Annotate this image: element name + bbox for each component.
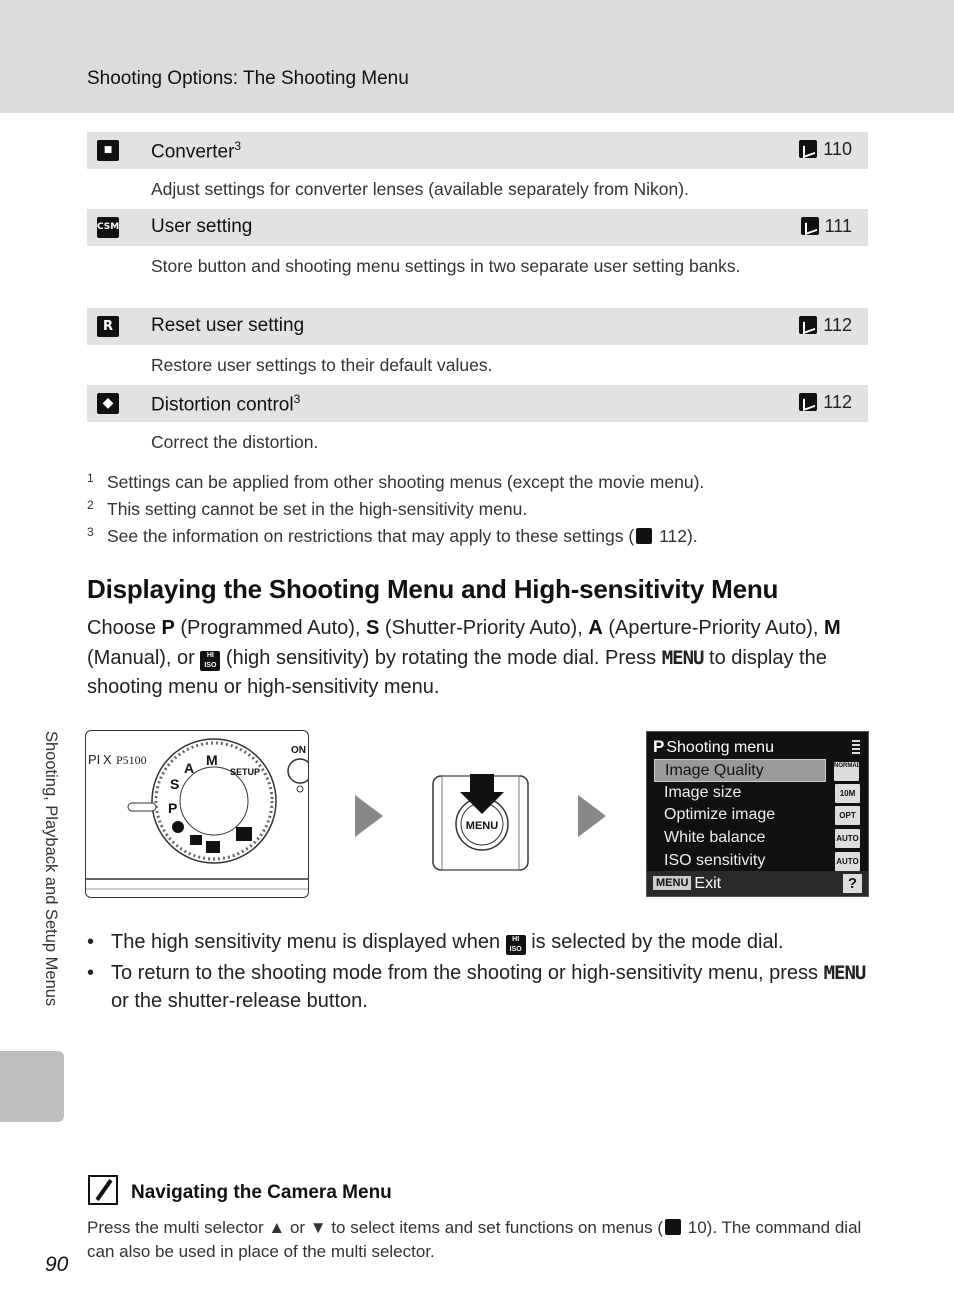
arrow-right-icon — [578, 795, 606, 837]
footnotes — [87, 470, 868, 551]
footnote: 1 Settings can be applied from other shooting menus (except the movie menu). — [87, 471, 705, 492]
settings-table — [87, 132, 868, 462]
help-icon: ? — [843, 874, 862, 893]
csm-icon: CSM — [97, 217, 119, 238]
lcd-shooting-menu — [646, 731, 869, 897]
page-number: 90 — [45, 1253, 69, 1276]
table-row — [87, 308, 868, 345]
lcd-menu-list — [654, 759, 864, 872]
note-body: Press the multi selector ▲ or ▼ to select items and set functions on menus ( 10). The command dial can also be used in place of the multi selector. — [87, 1218, 862, 1261]
book-icon — [801, 217, 819, 235]
page-reference: 110 — [799, 139, 852, 160]
setting-name: User setting — [151, 216, 253, 237]
book-icon — [636, 528, 652, 544]
menu-tag-icon: MENU — [653, 876, 691, 890]
lcd-menu-item-image-size[interactable]: Image size 10M — [654, 782, 864, 805]
svg-text:X: X — [103, 752, 112, 767]
setting-description: Store button and shooting menu settings in two separate user setting banks. — [151, 256, 741, 276]
setting-description: Adjust settings for converter lenses (available separately from Nikon). — [151, 179, 689, 199]
menu-button-label: MENU — [661, 646, 704, 669]
svg-text:PI: PI — [88, 752, 101, 767]
lcd-menu-item-optimize-image[interactable]: Optimize image OPT — [654, 804, 864, 827]
page-reference: 112 — [799, 392, 852, 413]
setting-description: Restore user settings to their default values. — [151, 355, 493, 375]
footnote: 2 This setting cannot be set in the high-sensitivity menu. — [87, 498, 528, 519]
footnote: 3 See the information on restrictions that may apply to these settings ( 112). — [87, 525, 698, 546]
menu-button-label: MENU — [823, 962, 866, 984]
setting-name: Distortion control$^3$ — [151, 392, 301, 416]
intro-paragraph: Choose P (Programmed Auto), S (Shutter-Priority Auto), A (Aperture-Priority Auto), M (Manual), or HI ISO (high sensitivity) by rotating the mode dial. Press MENU to display the shooting menu or high-sensitivity menu. — [87, 617, 841, 698]
camera-model-label: P5100 — [116, 753, 147, 767]
setting-description: Correct the distortion. — [151, 432, 319, 452]
lcd-footer: MENU Exit ? — [647, 871, 868, 896]
image-size-icon: 10M — [835, 784, 860, 803]
lcd-menu-item-white-balance[interactable]: White balance AUTO — [664, 829, 859, 847]
list-item: • To return to the shooting mode from the shooting or high-sensitivity menu, press MENU or the shutter-release button. — [87, 959, 877, 1015]
svg-text:P: P — [168, 800, 178, 816]
svg-text:ON: ON — [291, 745, 306, 756]
table-row — [87, 209, 868, 246]
converter-icon: ■ — [97, 140, 119, 161]
lcd-menu-item-iso-sensitivity[interactable]: ISO sensitivity AUTO — [664, 851, 859, 869]
menu-button-illustration — [432, 774, 529, 872]
svg-text:A: A — [184, 760, 195, 776]
lcd-menu-item-image-quality[interactable]: Image Quality NORMAL — [654, 759, 826, 782]
high-sensitivity-icon: HI ISO — [200, 651, 220, 671]
book-icon — [665, 1219, 681, 1235]
camera-mode-dial-illustration — [85, 730, 309, 898]
book-icon — [799, 140, 817, 158]
book-icon — [799, 393, 817, 411]
menu-button-text: MENU — [465, 820, 499, 832]
lcd-title: P Shooting menu — [653, 737, 774, 756]
svg-text:S: S — [170, 776, 180, 792]
menu-button-drawing — [432, 774, 529, 872]
book-icon — [799, 316, 817, 334]
list-item: • The high sensitivity menu is displayed when HI ISO is selected by the mode dial. — [87, 928, 877, 956]
optimize-icon: OPT — [835, 806, 860, 825]
reset-icon: R — [97, 316, 119, 337]
page-header-title: Shooting Options: The Shooting Menu — [87, 68, 409, 89]
auto-icon: AUTO — [835, 829, 860, 848]
setting-name: Converter$^3$ — [151, 139, 242, 163]
section-heading: Displaying the Shooting Menu and High-sensitivity Menu — [87, 574, 779, 604]
page-reference: 112 — [799, 315, 852, 336]
normal-quality-icon: NORMAL — [834, 762, 859, 781]
pencil-note-icon — [88, 1175, 118, 1205]
camera-top-drawing — [86, 731, 309, 898]
arrow-right-icon — [355, 795, 383, 837]
table-row — [87, 132, 868, 169]
mode-indicator: P — [653, 737, 665, 756]
header-band — [0, 0, 954, 113]
setting-name: Reset user setting — [151, 315, 305, 336]
note-title: Navigating the Camera Menu — [131, 1182, 392, 1203]
scrollbar-icon — [852, 740, 860, 755]
table-row — [87, 385, 868, 422]
chapter-tab — [0, 1051, 64, 1122]
page-reference: 111 — [801, 216, 852, 237]
high-sensitivity-icon: HI ISO — [506, 935, 526, 955]
svg-text:SETUP: SETUP — [230, 767, 261, 777]
auto-icon: AUTO — [835, 852, 860, 871]
svg-text:M: M — [206, 752, 218, 768]
bullet-list — [87, 928, 877, 1018]
distortion-icon: ◆ — [97, 393, 119, 414]
chapter-side-label: Shooting, Playback and Setup Menus — [42, 731, 60, 1007]
